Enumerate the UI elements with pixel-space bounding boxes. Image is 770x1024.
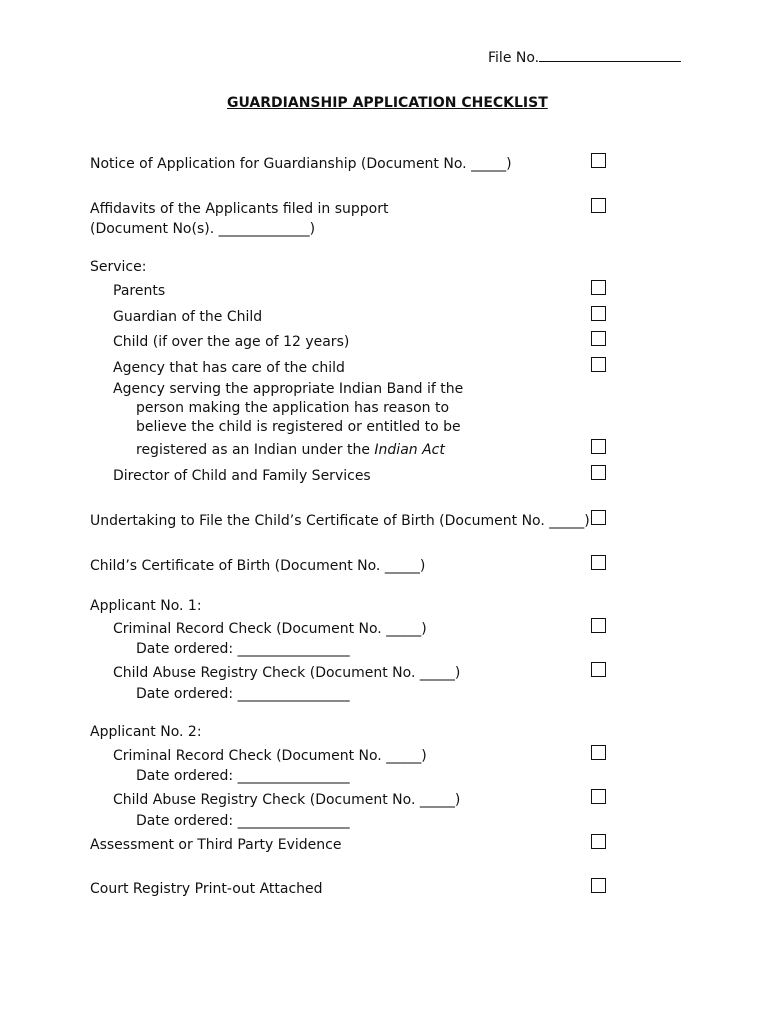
item-a2-criminal-date: Date ordered: ________________	[136, 768, 350, 784]
item-guardian: Guardian of the Child	[113, 309, 263, 325]
item-a1-criminal: Criminal Record Check (Document No. _____)	[113, 621, 427, 637]
indian-act-text: Indian Act	[374, 442, 445, 458]
item-assessment: Assessment or Third Party Evidence	[90, 837, 342, 853]
item-director: Director of Child and Family Services	[113, 468, 371, 484]
item-band-line1: Agency serving the appropriate Indian Band if the	[113, 381, 464, 397]
checkbox-child-over-12[interactable]	[591, 331, 606, 346]
checkbox-court-registry[interactable]	[591, 878, 606, 893]
applicant2-label: Applicant No. 2:	[90, 724, 202, 740]
checkbox-birth-cert[interactable]	[591, 555, 606, 570]
checkbox-agency-care[interactable]	[591, 357, 606, 372]
item-a2-abuse: Child Abuse Registry Check (Document No. _____)	[113, 792, 461, 808]
item-agency-care: Agency that has care of the child	[113, 360, 345, 376]
file-no-blank[interactable]	[539, 47, 681, 62]
item-band-line2: person making the application has reason to	[136, 400, 450, 416]
checkbox-parents[interactable]	[591, 280, 606, 295]
checkbox-affidavits[interactable]	[591, 198, 606, 213]
item-court-registry: Court Registry Print-out Attached	[90, 881, 323, 897]
file-no-label: File No.	[488, 50, 540, 66]
item-a1-abuse-date: Date ordered: ________________	[136, 686, 350, 702]
item-band-line3: believe the child is registered or entitled to be	[136, 419, 461, 435]
item-notice: Notice of Application for Guardianship (Document No. _____)	[90, 156, 512, 172]
item-a2-abuse-date: Date ordered: ________________	[136, 813, 350, 829]
item-undertaking: Undertaking to File the Child’s Certificate of Birth (Document No. _____)	[90, 513, 590, 529]
checkbox-assessment[interactable]	[591, 834, 606, 849]
file-no-field	[488, 47, 681, 67]
item-a1-criminal-date: Date ordered: ________________	[136, 641, 350, 657]
checkbox-undertaking[interactable]	[591, 510, 606, 525]
band-line4-text: registered as an Indian under the	[136, 442, 370, 458]
item-a1-abuse: Child Abuse Registry Check (Document No. _____)	[113, 665, 461, 681]
checkbox-band[interactable]	[591, 439, 606, 454]
checkbox-a1-abuse[interactable]	[591, 662, 606, 677]
checkbox-a1-criminal[interactable]	[591, 618, 606, 633]
item-parents: Parents	[113, 283, 166, 299]
item-birth-cert: Child’s Certificate of Birth (Document No. _____)	[90, 558, 426, 574]
checkbox-notice[interactable]	[591, 153, 606, 168]
item-affidavits-line1: Affidavits of the Applicants filed in support	[90, 201, 389, 217]
checkbox-a2-criminal[interactable]	[591, 745, 606, 760]
item-affidavits-line2: (Document No(s). _____________)	[90, 221, 316, 237]
item-child-over-12: Child (if over the age of 12 years)	[113, 334, 350, 350]
checkbox-guardian[interactable]	[591, 306, 606, 321]
item-a2-criminal: Criminal Record Check (Document No. _____)	[113, 748, 427, 764]
service-label: Service:	[90, 259, 147, 275]
checkbox-a2-abuse[interactable]	[591, 789, 606, 804]
page-title: GUARDIANSHIP APPLICATION CHECKLIST	[227, 95, 548, 111]
item-band-line4	[136, 441, 445, 459]
checkbox-director[interactable]	[591, 465, 606, 480]
applicant1-label: Applicant No. 1:	[90, 598, 202, 614]
